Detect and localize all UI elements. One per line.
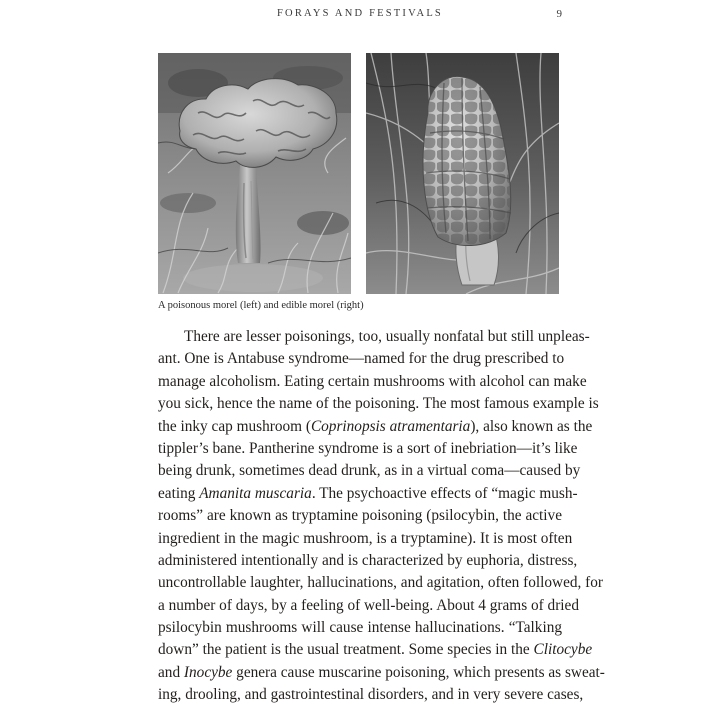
text-span: administered intentionally and is characterized by euphoria, distress, [158, 551, 578, 569]
text-line [158, 393, 599, 415]
text-line [158, 662, 605, 684]
italic-text: Amanita muscaria [199, 484, 312, 502]
text-line [158, 438, 578, 460]
text-span: and [158, 663, 184, 681]
text-span: ), also known as the [470, 417, 593, 435]
text-span: down” the patient is the usual treatment. Some species in the [158, 641, 534, 659]
figure-caption: A poisonous morel (left) and edible morel (right) [158, 300, 364, 311]
text-line [158, 684, 584, 706]
text-line [158, 416, 593, 438]
text-line [158, 505, 562, 527]
text-span: the inky cap mushroom ( [158, 417, 311, 435]
text-span: manage alcoholism. Eating certain mushrooms with alcohol can make [158, 372, 587, 390]
text-line [158, 483, 578, 505]
text-line [158, 595, 579, 617]
text-line [158, 572, 603, 594]
text-line [158, 371, 587, 393]
text-line [158, 639, 593, 661]
edible-morel-photo [366, 53, 559, 294]
text-span: rooms” are known as tryptamine poisoning (psilocybin, the active [158, 507, 562, 525]
text-span: a number of days, by a feeling of well-being. About 4 grams of dried [158, 596, 579, 614]
poisonous-morel-photo [158, 53, 351, 294]
body-paragraph [158, 326, 605, 707]
text-line [158, 348, 565, 370]
text-line [158, 460, 581, 482]
text-span: tippler’s bane. Pantherine syndrome is a sort of inebriation—it’s like [158, 439, 578, 457]
italic-text: Inocybe [183, 663, 233, 681]
text-line [158, 528, 573, 550]
text-span: being drunk, sometimes dead drunk, as in a virtual coma—caused by [158, 462, 581, 480]
text-line [158, 550, 578, 572]
text-span: you sick, hence the name of the poisoning. The most famous example is [158, 395, 599, 413]
text-span: . The psychoactive effects of “magic mush- [311, 484, 578, 502]
text-span: ing, drooling, and gastrointestinal disorders, and in very severe cases, [158, 686, 584, 704]
text-line [158, 326, 590, 348]
italic-text: Coprinopsis atramentaria [310, 417, 471, 435]
text-span: uncontrollable laughter, hallucinations, and agitation, often followed, for [158, 574, 603, 592]
text-line [158, 617, 562, 639]
page-number: 9 [556, 8, 562, 20]
italic-text: Clitocybe [533, 641, 593, 659]
text-span: ingredient in the magic mushroom, is a tryptamine). It is most often [158, 529, 573, 547]
text-span: ant. One is Antabuse syndrome—named for the drug prescribed to [158, 350, 565, 368]
text-span: psilocybin mushrooms will cause intense hallucinations. “Talking [158, 619, 562, 637]
text-span: eating [158, 484, 200, 502]
running-head: FORAYS AND FESTIVALS [277, 8, 443, 19]
text-span: genera cause muscarine poisoning, which presents as sweat- [232, 663, 605, 681]
text-span: There are lesser poisonings, too, usually nonfatal but still unpleas- [184, 328, 590, 345]
